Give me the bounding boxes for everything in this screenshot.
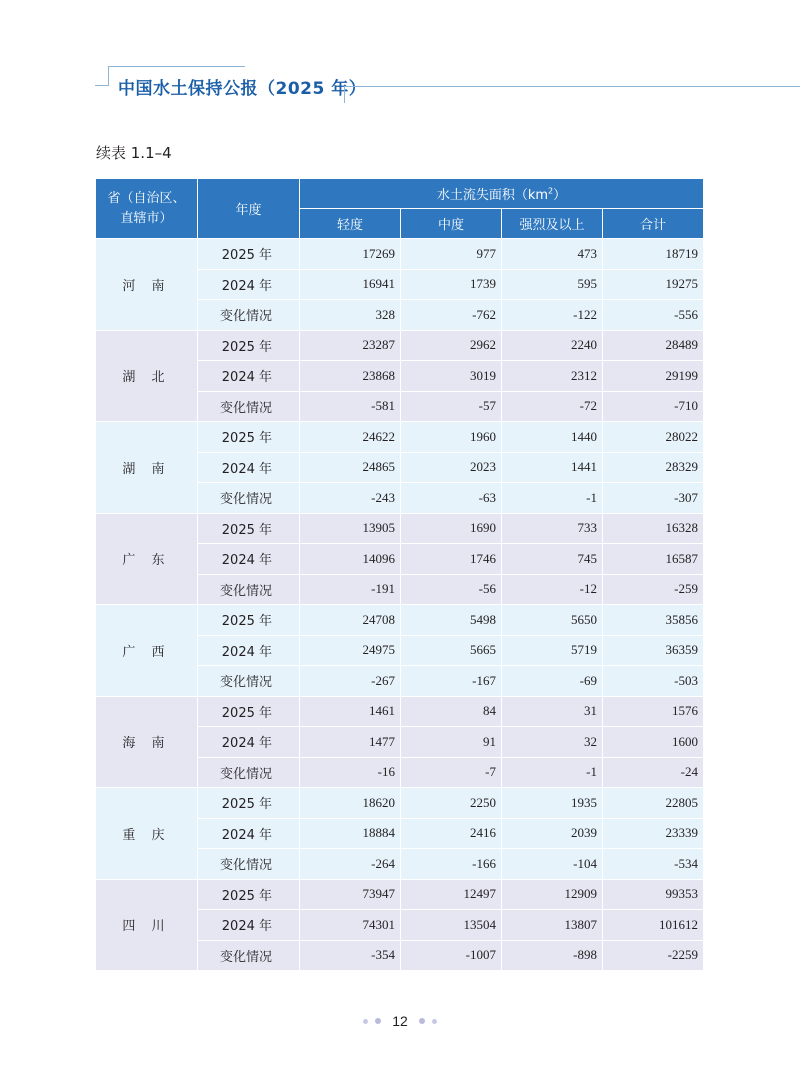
page-footer — [0, 1010, 800, 1032]
moderate-value-cell: 5665 — [401, 635, 502, 666]
severe-above-value-cell: 31 — [502, 696, 603, 727]
total-value-cell: 1600 — [603, 727, 704, 758]
total-value-cell: 36359 — [603, 635, 704, 666]
running-header-title: 中国水土保持公报（2025 年） — [118, 79, 367, 99]
total-value-cell: 23339 — [603, 818, 704, 849]
year-cell: 2024 年 — [198, 727, 300, 758]
year-cell: 变化情况 — [198, 666, 300, 697]
footer-dot-icon — [419, 1018, 425, 1024]
province-cell: 广 东 — [96, 513, 198, 605]
mild-value-cell: 17269 — [300, 239, 401, 270]
total-value-cell: 35856 — [603, 605, 704, 636]
moderate-value-cell: -57 — [401, 391, 502, 422]
year-cell: 2024 年 — [198, 635, 300, 666]
severe-above-value-cell: -104 — [502, 849, 603, 880]
year-cell: 2024 年 — [198, 544, 300, 575]
moderate-value-cell: 2023 — [401, 452, 502, 483]
moderate-value-cell: 1739 — [401, 269, 502, 300]
table-row — [96, 605, 704, 636]
table-row — [96, 330, 704, 361]
table-row — [96, 239, 704, 270]
moderate-value-cell: -1007 — [401, 940, 502, 971]
year-cell: 2024 年 — [198, 818, 300, 849]
year-cell: 变化情况 — [198, 757, 300, 788]
total-value-cell: 16587 — [603, 544, 704, 575]
header-rule-left — [95, 85, 108, 86]
mild-value-cell: 23287 — [300, 330, 401, 361]
year-cell: 2024 年 — [198, 452, 300, 483]
severe-above-value-cell: 5650 — [502, 605, 603, 636]
total-value-cell: -2259 — [603, 940, 704, 971]
year-cell: 变化情况 — [198, 483, 300, 514]
header-rule-right-bar — [344, 86, 345, 103]
mild-value-cell: 24708 — [300, 605, 401, 636]
year-cell: 2025 年 — [198, 422, 300, 453]
table-row — [96, 879, 704, 910]
col-header-province: 省（自治区、直辖市） — [96, 179, 198, 239]
moderate-value-cell: 2416 — [401, 818, 502, 849]
mild-value-cell: -581 — [300, 391, 401, 422]
footer-dot-icon — [375, 1018, 381, 1024]
year-cell: 2024 年 — [198, 910, 300, 941]
mild-value-cell: 1461 — [300, 696, 401, 727]
year-cell: 2025 年 — [198, 239, 300, 270]
severe-above-value-cell: 1440 — [502, 422, 603, 453]
total-value-cell: -556 — [603, 300, 704, 331]
year-cell: 2025 年 — [198, 330, 300, 361]
moderate-value-cell: 5498 — [401, 605, 502, 636]
province-cell: 四 川 — [96, 879, 198, 971]
moderate-value-cell: 1746 — [401, 544, 502, 575]
col-header-total: 合计 — [603, 209, 704, 239]
mild-value-cell: -243 — [300, 483, 401, 514]
severe-above-value-cell: 745 — [502, 544, 603, 575]
mild-value-cell: 74301 — [300, 910, 401, 941]
year-cell: 2025 年 — [198, 879, 300, 910]
page-number: 12 — [392, 1013, 408, 1029]
severe-above-value-cell: 1935 — [502, 788, 603, 819]
moderate-value-cell: -56 — [401, 574, 502, 605]
total-value-cell: 16328 — [603, 513, 704, 544]
province-cell: 广 西 — [96, 605, 198, 697]
total-value-cell: 22805 — [603, 788, 704, 819]
mild-value-cell: -264 — [300, 849, 401, 880]
severe-above-value-cell: -1 — [502, 483, 603, 514]
mild-value-cell: 18620 — [300, 788, 401, 819]
severe-above-value-cell: 13807 — [502, 910, 603, 941]
col-header-erosion-area: 水土流失面积$(km^2)$ — [300, 179, 704, 209]
severe-above-value-cell: -1 — [502, 757, 603, 788]
severe-above-value-cell: 32 — [502, 727, 603, 758]
total-value-cell: 1576 — [603, 696, 704, 727]
footer-dot-icon — [363, 1019, 368, 1024]
total-value-cell: 101612 — [603, 910, 704, 941]
year-cell: 变化情况 — [198, 300, 300, 331]
moderate-value-cell: 91 — [401, 727, 502, 758]
moderate-value-cell: -63 — [401, 483, 502, 514]
header-rule-left-bar — [108, 66, 109, 86]
moderate-value-cell: 3019 — [401, 361, 502, 392]
moderate-value-cell: 12497 — [401, 879, 502, 910]
mild-value-cell: -16 — [300, 757, 401, 788]
severe-above-value-cell: -12 — [502, 574, 603, 605]
severe-above-value-cell: 2039 — [502, 818, 603, 849]
table-caption: 续表 1.1–4 — [96, 144, 172, 162]
table-row — [96, 422, 704, 453]
total-value-cell: 19275 — [603, 269, 704, 300]
col-header-moderate: 中度 — [401, 209, 502, 239]
total-value-cell: 28022 — [603, 422, 704, 453]
severe-above-value-cell: 595 — [502, 269, 603, 300]
moderate-value-cell: -167 — [401, 666, 502, 697]
total-value-cell: 28329 — [603, 452, 704, 483]
header-rule-top — [108, 66, 245, 67]
severe-above-value-cell: -72 — [502, 391, 603, 422]
province-cell: 河 南 — [96, 239, 198, 331]
year-cell: 变化情况 — [198, 849, 300, 880]
table-row — [96, 696, 704, 727]
province-cell: 重 庆 — [96, 788, 198, 880]
col-header-year: 年度 — [198, 179, 300, 239]
moderate-value-cell: -7 — [401, 757, 502, 788]
mild-value-cell: 328 — [300, 300, 401, 331]
year-cell: 2025 年 — [198, 513, 300, 544]
table-row — [96, 788, 704, 819]
province-cell: 湖 南 — [96, 422, 198, 514]
mild-value-cell: 24622 — [300, 422, 401, 453]
severe-above-value-cell: 2240 — [502, 330, 603, 361]
province-cell: 湖 北 — [96, 330, 198, 422]
mild-value-cell: 73947 — [300, 879, 401, 910]
moderate-value-cell: 1690 — [401, 513, 502, 544]
moderate-value-cell: 13504 — [401, 910, 502, 941]
total-value-cell: 29199 — [603, 361, 704, 392]
severe-above-value-cell: 733 — [502, 513, 603, 544]
mild-value-cell: -267 — [300, 666, 401, 697]
year-cell: 2024 年 — [198, 269, 300, 300]
mild-value-cell: 24975 — [300, 635, 401, 666]
header-rule-right — [344, 86, 800, 87]
moderate-value-cell: 1960 — [401, 422, 502, 453]
mild-value-cell: 13905 — [300, 513, 401, 544]
province-cell: 海 南 — [96, 696, 198, 788]
mild-value-cell: 1477 — [300, 727, 401, 758]
col-header-severe-above: 强烈及以上 — [502, 209, 603, 239]
total-value-cell: -534 — [603, 849, 704, 880]
severe-above-value-cell: -898 — [502, 940, 603, 971]
mild-value-cell: 24865 — [300, 452, 401, 483]
total-value-cell: 99353 — [603, 879, 704, 910]
table-body — [96, 239, 704, 971]
total-value-cell: -307 — [603, 483, 704, 514]
severe-above-value-cell: 1441 — [502, 452, 603, 483]
moderate-value-cell: 2250 — [401, 788, 502, 819]
moderate-value-cell: 84 — [401, 696, 502, 727]
total-value-cell: -24 — [603, 757, 704, 788]
year-cell: 2025 年 — [198, 696, 300, 727]
severe-above-value-cell: 473 — [502, 239, 603, 270]
severe-above-value-cell: -69 — [502, 666, 603, 697]
moderate-value-cell: 977 — [401, 239, 502, 270]
year-cell: 2024 年 — [198, 361, 300, 392]
col-header-mild: 轻度 — [300, 209, 401, 239]
total-value-cell: -259 — [603, 574, 704, 605]
year-cell: 变化情况 — [198, 574, 300, 605]
total-value-cell: 18719 — [603, 239, 704, 270]
year-cell: 变化情况 — [198, 391, 300, 422]
severe-above-value-cell: 5719 — [502, 635, 603, 666]
moderate-value-cell: 2962 — [401, 330, 502, 361]
mild-value-cell: -191 — [300, 574, 401, 605]
severe-above-value-cell: -122 — [502, 300, 603, 331]
moderate-value-cell: -762 — [401, 300, 502, 331]
mild-value-cell: 18884 — [300, 818, 401, 849]
mild-value-cell: 14096 — [300, 544, 401, 575]
total-value-cell: -503 — [603, 666, 704, 697]
severe-above-value-cell: 12909 — [502, 879, 603, 910]
severe-above-value-cell: 2312 — [502, 361, 603, 392]
year-cell: 2025 年 — [198, 605, 300, 636]
total-value-cell: 28489 — [603, 330, 704, 361]
mild-value-cell: -354 — [300, 940, 401, 971]
mild-value-cell: 23868 — [300, 361, 401, 392]
total-value-cell: -710 — [603, 391, 704, 422]
year-cell: 2025 年 — [198, 788, 300, 819]
mild-value-cell: 16941 — [300, 269, 401, 300]
footer-dot-icon — [432, 1019, 437, 1024]
table-row — [96, 513, 704, 544]
year-cell: 变化情况 — [198, 940, 300, 971]
moderate-value-cell: -166 — [401, 849, 502, 880]
erosion-area-table — [95, 178, 704, 971]
